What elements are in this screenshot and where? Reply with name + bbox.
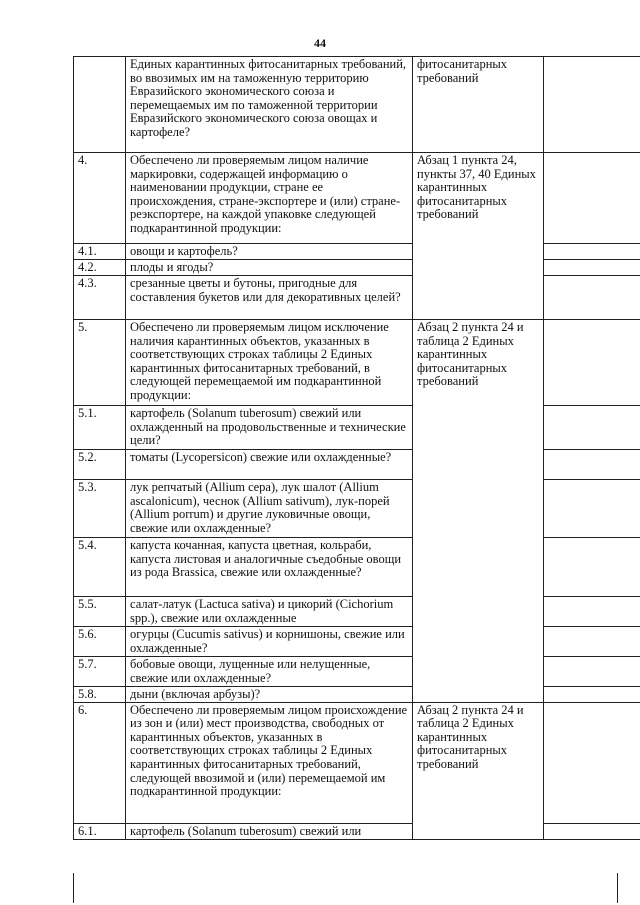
question-text: лук репчатый (Allium cepa), лук шалот (Allium ascalonicum), чеснок (Allium sativum), лук-порей (Allium porrum) и другие луковичные овощи, свежие или охлажденные?: [130, 480, 390, 535]
row-number: 5.8.: [74, 687, 126, 703]
table-row: [74, 57, 640, 153]
question-text: Обеспечено ли проверяемым лицом наличие маркировки, содержащей информацию о наименовании продукции, стране ее происхождения, стране-экспортере и (или) стране-реэкспортере, на каждой упаковке следующей подкарантинной продукции:: [130, 153, 401, 235]
question-text: картофель (Solanum tuberosum) свежий или: [130, 823, 362, 838]
table-row: [74, 627, 640, 657]
question-text: срезанные цветы и бутоны, пригодные для составления букетов или для декоративных целей?: [130, 276, 401, 304]
answer-cell: [544, 627, 640, 657]
row-number: [74, 57, 126, 153]
answer-cell: [544, 657, 640, 687]
table-row: [74, 406, 640, 450]
row-number: 6.: [74, 702, 126, 823]
table-row: [74, 538, 640, 597]
question-text: Обеспечено ли проверяемым лицом исключение наличия карантинных объектов, указанных в соответствующих строках таблицы 2 Единых карантинных фитосанитарных требований, в следующей перемещаемой им подкарантинной продукции:: [130, 320, 389, 402]
row-number: 5.: [74, 320, 126, 406]
row-number: 5.2.: [74, 450, 126, 480]
table-row: [74, 450, 640, 480]
page-number: 44: [314, 36, 326, 50]
answer-cell: [544, 597, 640, 627]
column-edge-line: [73, 873, 74, 903]
question-cell: [126, 702, 413, 823]
question-cell: [126, 153, 413, 244]
question-text: капуста кочанная, капуста цветная, кольраби, капуста листовая и аналогичные съедобные овощи из рода Brassica, свежие или охлажденные?: [130, 538, 402, 580]
question-text: салат-латук (Lactuca sativa) и цикорий (Cichorium spp.), свежие или охлажденные: [130, 597, 394, 625]
question-cell: [126, 627, 413, 657]
answer-cell: [544, 538, 640, 597]
row-number: 5.5.: [74, 597, 126, 627]
answer-cell: [544, 320, 640, 406]
answer-cell: [544, 260, 640, 276]
reference-cell: фитосанитарных требований: [413, 57, 544, 153]
column-edge-line: [617, 873, 618, 903]
row-number: 4.1.: [74, 244, 126, 260]
question-text: дыни (включая арбузы)?: [130, 687, 261, 701]
answer-cell: [544, 687, 640, 703]
reference-cell: Абзац 2 пункта 24 и таблица 2 Единых карантинных фитосанитарных требований: [413, 320, 544, 703]
answer-cell: [544, 702, 640, 823]
table-row: [74, 276, 640, 320]
row-number: 5.3.: [74, 480, 126, 538]
question-text: бобовые овощи, лущенные или нелущенные, свежие или охлажденные?: [130, 657, 371, 685]
row-number: 5.4.: [74, 538, 126, 597]
row-number: 4.2.: [74, 260, 126, 276]
question-text: огурцы (Cucumis sativus) и корнишоны, свежие или охлажденные?: [130, 627, 405, 655]
question-cell: [126, 538, 413, 597]
table-row: [74, 153, 640, 244]
answer-cell: [544, 823, 640, 839]
table-row: [74, 260, 640, 276]
question-cell: [126, 406, 413, 450]
table-row: [74, 687, 640, 703]
answer-cell: [544, 276, 640, 320]
answer-cell: [544, 406, 640, 450]
row-number: 6.1.: [74, 823, 126, 839]
question-cell: [126, 823, 413, 839]
question-text: Обеспечено ли проверяемым лицом происхождение из зон и (или) мест производства, свободных от карантинных объектов, указанных в соответствующих строках таблицы 2 Единых карантинных фитосанитарных требований, следующей ввозимой и (или) перемещаемой им подкарантинной продукции:: [130, 702, 408, 799]
question-text: овощи и картофель?: [130, 244, 238, 258]
table-row: [74, 320, 640, 406]
reference-cell: Абзац 1 пункта 24, пункты 37, 40 Единых карантинных фитосанитарных требований: [413, 153, 544, 320]
row-number: 4.: [74, 153, 126, 244]
table-row: [74, 480, 640, 538]
answer-cell: [544, 450, 640, 480]
question-text: плоды и ягоды?: [130, 260, 214, 274]
table-row: [74, 657, 640, 687]
table-row: [74, 597, 640, 627]
row-number: 5.1.: [74, 406, 126, 450]
question-cell: [126, 597, 413, 627]
question-cell: [126, 657, 413, 687]
answer-cell: [544, 480, 640, 538]
answer-cell: [544, 153, 640, 244]
question-cell: [126, 57, 413, 153]
answer-cell: [544, 244, 640, 260]
checklist-table: [73, 56, 640, 840]
question-cell: [126, 244, 413, 260]
answer-cell: [544, 57, 640, 153]
table-row: [74, 823, 640, 839]
question-text: томаты (Lycopersicon) свежие или охлажденные?: [130, 450, 392, 464]
question-cell: [126, 260, 413, 276]
row-number: 5.7.: [74, 657, 126, 687]
reference-cell: Абзац 2 пункта 24 и таблица 2 Единых карантинных фитосанитарных требований: [413, 702, 544, 839]
table-row: [74, 702, 640, 823]
question-cell: [126, 320, 413, 406]
row-number: 5.6.: [74, 627, 126, 657]
question-cell: [126, 687, 413, 703]
question-cell: [126, 480, 413, 538]
row-number: 4.3.: [74, 276, 126, 320]
question-cell: [126, 276, 413, 320]
question-text: Единых карантинных фитосанитарных требований, во ввозимых им на таможенную территорию Евразийского экономического союза и перемещаемых им по таможенной территории Евразийского экономического союза овощах и картофеле?: [130, 57, 407, 139]
question-cell: [126, 450, 413, 480]
table-row: [74, 244, 640, 260]
question-text: картофель (Solanum tuberosum) свежий или охлажденный на продовольственные и технические цели?: [130, 406, 406, 448]
